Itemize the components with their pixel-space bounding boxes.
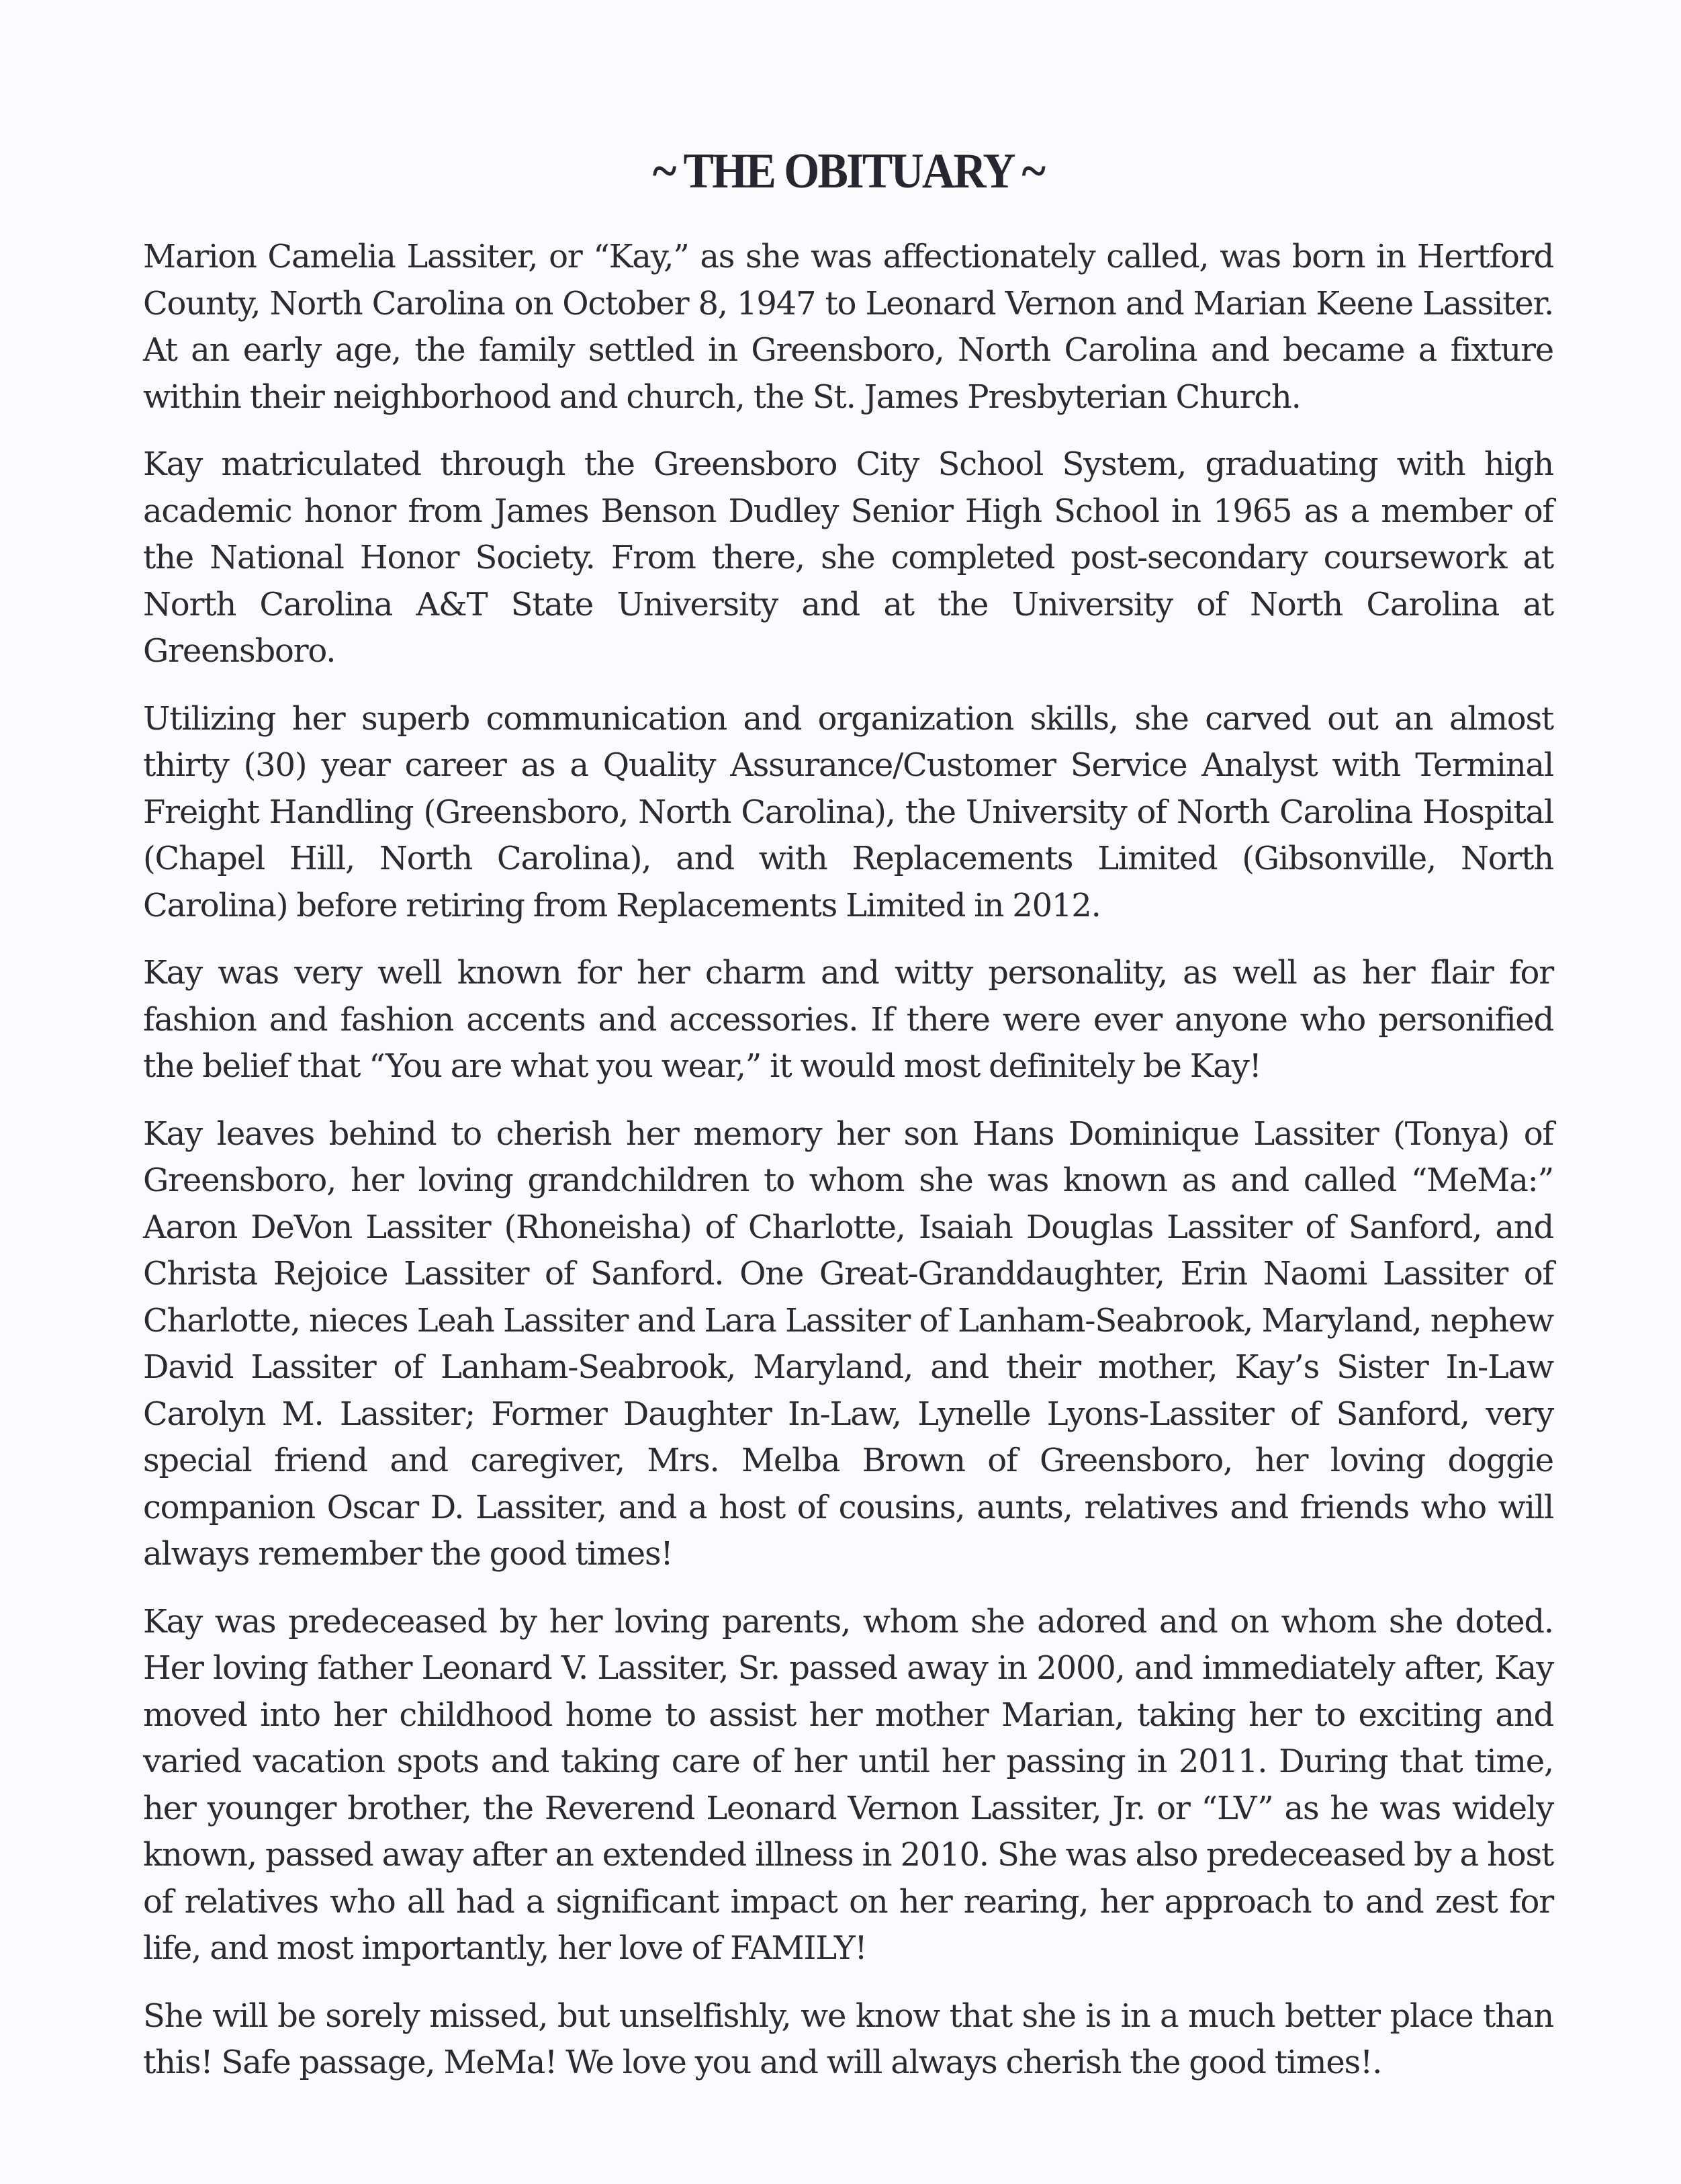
page-title: ~ THE OBITUARY ~ [652,144,1044,199]
paragraph-survivors: Kay leaves behind to cherish her memory her son Hans Dominique Lassiter (Tonya) of Greensboro, her loving grandchildren to whom she was known as and called “MeMa:” Aaron DeVon Lassiter (Rhoneisha) of Charlotte, Isaiah Douglas Lassiter of Sanford, and Christa Rejoice Lassiter of Sanford. One Great-Granddaughter, Erin Naomi Lassiter of Charlotte, nieces Leah Lassiter and Lara Lassiter of Lanham-Seabrook, Maryland, nephew David Lassiter of Lanham-Seabrook, Maryland, and their mother, Kay’s Sister In-Law Carolyn M. Lassiter; Former Daughter In-Law, Lynelle Lyons-Lassiter of Sanford, very special friend and caregiver, Mrs. Melba Brown of Greensboro, her loving doggie companion Oscar D. Lassiter, and a host of cousins, aunts, relatives and friends who will always remember the good times! [143,1115,1553,1573]
paragraph-birth-and-family: Marion Camelia Lassiter, or “Kay,” as she was affectionately called, was born in Hertford County, North Carolina on October 8, 1947 to Leonard Vernon and Marian Keene Lassiter. At an early age, the family settled in Greensboro, North Carolina and became a fixture within their neighborhood and church, the St. James Presbyterian Church. [143,238,1553,416]
paragraph-farewell: She will be sorely missed, but unselfishly, we know that she is in a much better place than this! Safe passage, MeMa! We love you and will always cherish the good times!. [143,1997,1553,2081]
paragraph-predeceased: Kay was predeceased by her loving parents, whom she adored and on whom she doted. Her loving father Leonard V. Lassiter, Sr. passed away in 2000, and immediately after, Kay moved into her childhood home to assist her mother Marian, taking her to exciting and varied vacation spots and taking care of her until her passing in 2011. During that time, her younger brother, the Reverend Leonard Vernon Lassiter, Jr. or “LV” as he was widely known, passed away after an extended illness in 2010. She was also predeceased by a host of relatives who all had a significant impact on her rearing, her approach to and zest for life, and most importantly, her love of FAMILY! [143,1602,1553,1967]
paragraph-personality: Kay was very well known for her charm and witty personality, as well as her flair for fashion and fashion accents and accessories. If there were ever anyone who personified the belief that “You are what you wear,” it would most definitely be Kay! [143,954,1553,1085]
paragraph-career: Utilizing her superb communication and organization skills, she carved out an almost thirty (30) year career as a Quality Assurance/Customer Service Analyst with Terminal Freight Handling (Greensboro, North Carolina), the University of North Carolina Hospital (Chapel Hill, North Carolina), and with Replacements Limited (Gibsonville, North Carolina) before retiring from Replacements Limited in 2012. [143,699,1553,924]
obituary-body [143,234,1553,2087]
paragraph-education: Kay matriculated through the Greensboro City School System, graduating with high academic honor from James Benson Dudley Senior High School in 1965 as a member of the National Honor Society. From there, she completed post-secondary coursework at North Carolina A&T State University and at the University of North Carolina at Greensboro. [143,445,1553,670]
